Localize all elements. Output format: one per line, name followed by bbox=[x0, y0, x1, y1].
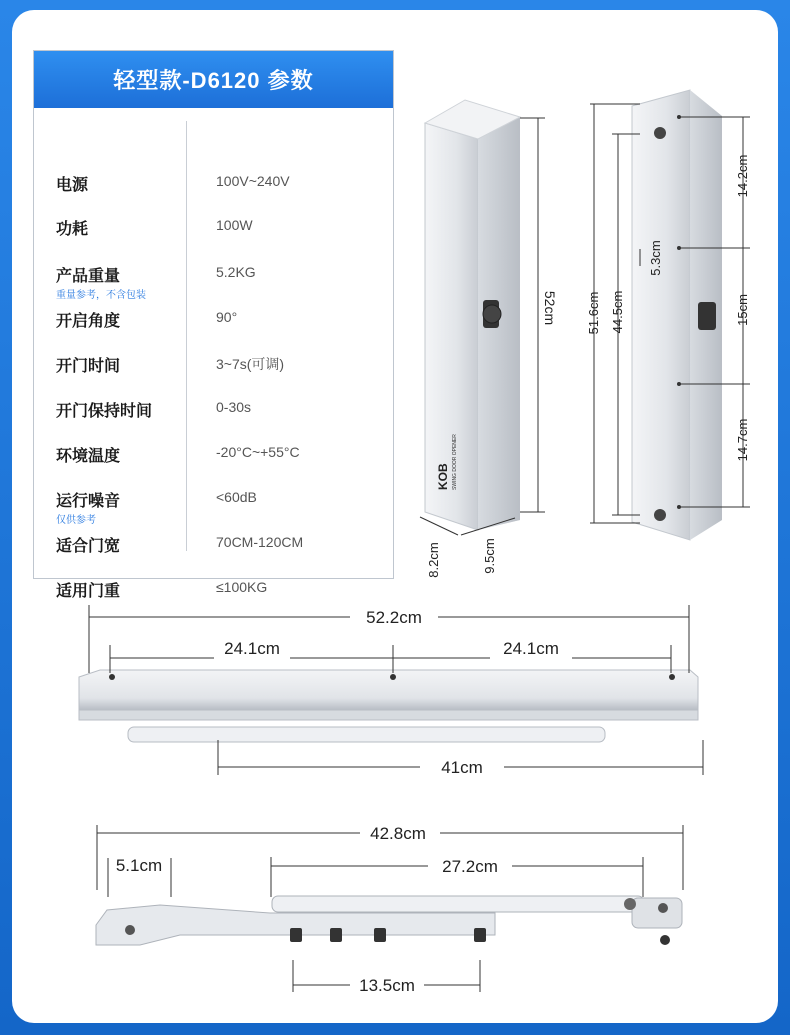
arm-holes-label: 13.5cm bbox=[359, 976, 415, 995]
back-bottom-seg-label: 14.7cm bbox=[735, 418, 750, 462]
rail-left-span-label: 24.1cm bbox=[224, 639, 280, 658]
spec-row-value: 0-30s bbox=[216, 399, 252, 415]
arm-total-label: 42.8cm bbox=[370, 824, 426, 843]
spec-row-value: 5.2KG bbox=[216, 264, 256, 280]
device-depth-label: 8.2cm bbox=[426, 542, 441, 578]
back-small-label: 5.3cm bbox=[648, 240, 663, 276]
spec-row-value: ≤100KG bbox=[216, 579, 268, 595]
spec-row-value: 70CM-120CM bbox=[216, 534, 304, 550]
spec-row-value: 100V~240V bbox=[216, 173, 290, 189]
spec-row-label: 适用门重 bbox=[56, 583, 121, 600]
spec-row-label: 适合门宽 bbox=[56, 538, 121, 555]
spec-row-label: 运行噪音 bbox=[56, 493, 121, 510]
device-back-view bbox=[632, 90, 722, 540]
arm-upper-label: 27.2cm bbox=[442, 857, 498, 876]
device-front-view bbox=[425, 100, 520, 530]
spec-row-value: 100W bbox=[216, 217, 253, 233]
spec-title: 轻型款-D6120 参数 bbox=[34, 51, 393, 108]
device-height-dimension bbox=[520, 118, 545, 512]
device-brand-logo: KOB bbox=[436, 463, 450, 490]
spec-row-label: 环境温度 bbox=[56, 448, 121, 465]
device-width-label: 9.5cm bbox=[482, 538, 497, 574]
spec-row-label: 开门时间 bbox=[56, 358, 121, 375]
spec-row-value: -20°C~+55°C bbox=[216, 444, 300, 460]
spec-row-label: 开启角度 bbox=[56, 313, 121, 330]
rail-drawing bbox=[79, 670, 698, 742]
device-brand-subtitle: SWING DOOR OPENER bbox=[452, 434, 458, 490]
device-height-label: 52cm bbox=[542, 290, 558, 326]
back-mid-seg-label: 15cm bbox=[735, 294, 750, 326]
rail-total-label: 52.2cm bbox=[366, 608, 422, 627]
spec-row-label: 开门保持时间 bbox=[56, 403, 153, 420]
spec-row-label: 电源 bbox=[56, 177, 89, 194]
spec-row-value: 3~7s(可调) bbox=[216, 356, 285, 372]
arm-assembly-drawing bbox=[96, 896, 682, 945]
rail-arm-label: 41cm bbox=[441, 758, 483, 777]
spec-row-note: 仅供参考 bbox=[56, 515, 96, 526]
back-top-seg-label: 14.2cm bbox=[735, 154, 750, 198]
rail-right-span-label: 24.1cm bbox=[503, 639, 559, 658]
spec-row-value: <60dB bbox=[216, 489, 257, 505]
spec-row-value: 90° bbox=[216, 309, 238, 325]
spec-row-label: 功耗 bbox=[56, 221, 89, 238]
spec-row-label: 产品重量 bbox=[56, 268, 121, 285]
back-total-label: 51.6cm bbox=[586, 291, 601, 335]
arm-small-label: 5.1cm bbox=[115, 856, 163, 875]
spec-row-note: 重量参考，不含包装 bbox=[56, 290, 146, 301]
back-inner-label: 44.5cm bbox=[610, 290, 625, 334]
